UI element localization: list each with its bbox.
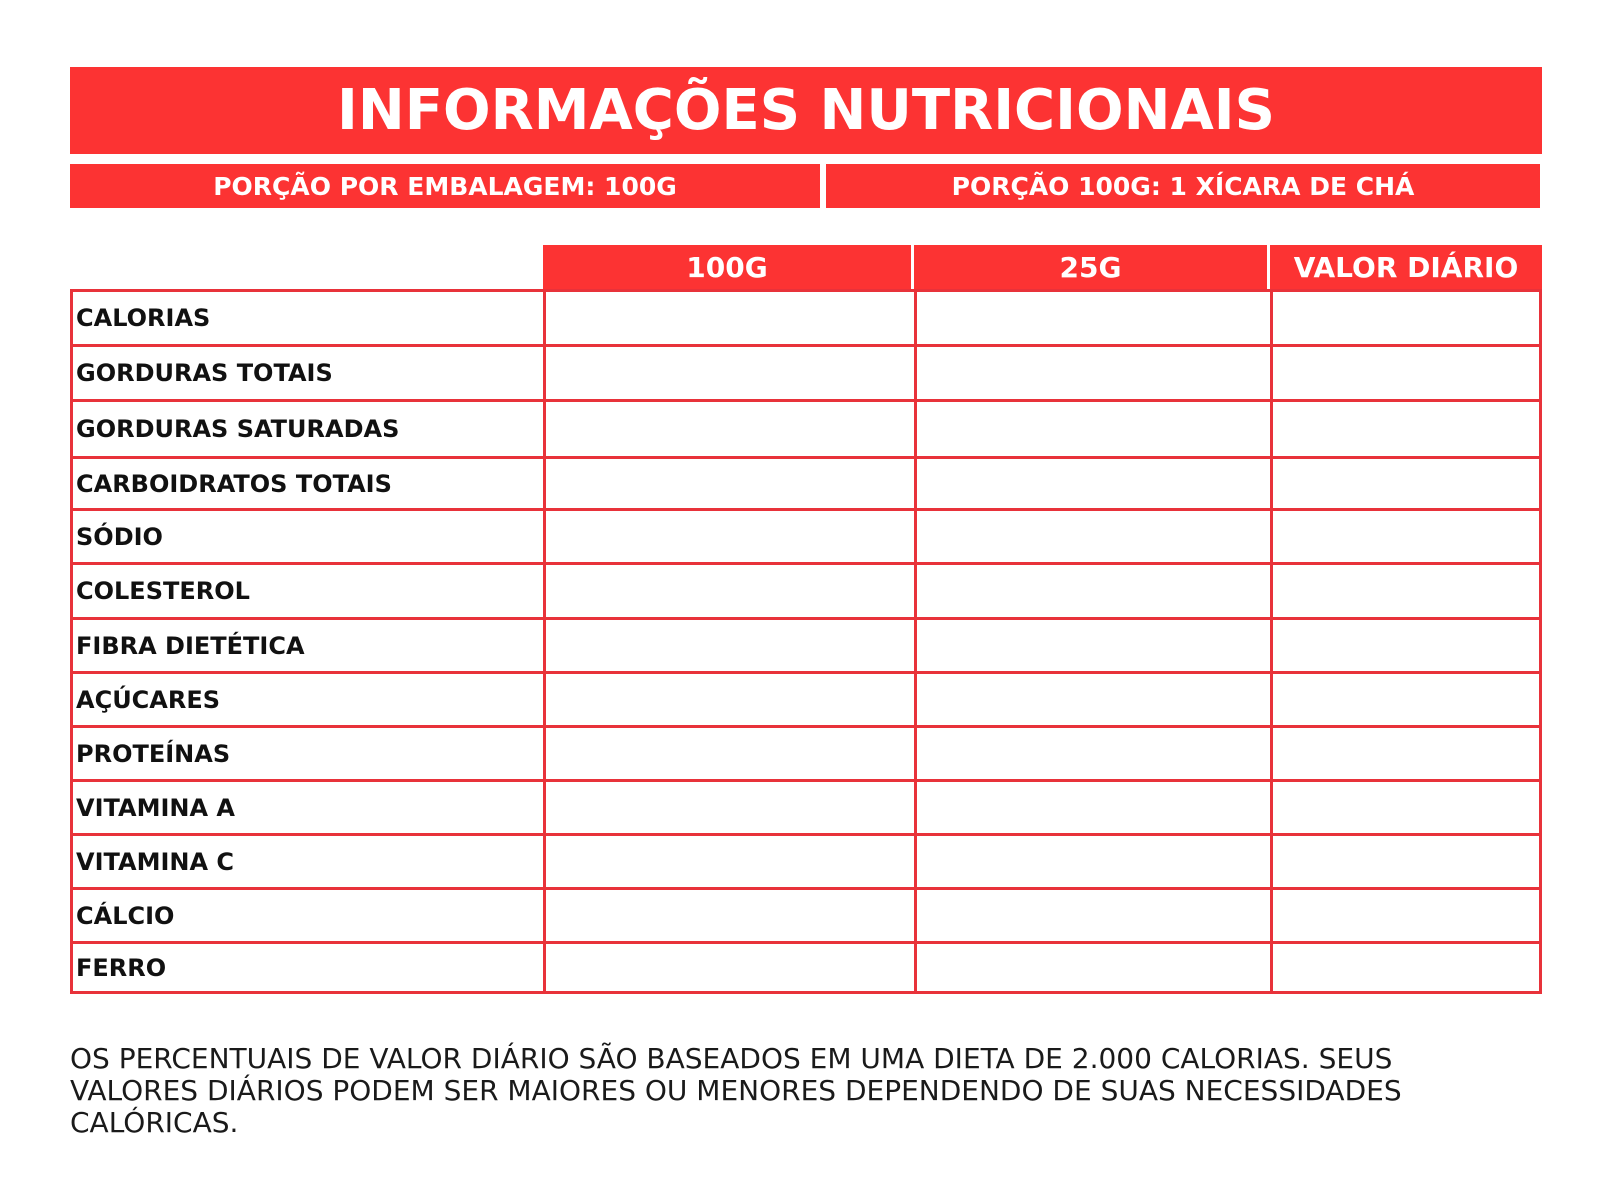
table-row xyxy=(73,347,1539,402)
value-100g-cell xyxy=(546,347,917,399)
row-label: VITAMINA C xyxy=(73,836,546,887)
table-row xyxy=(73,728,1539,782)
value-25g-cell xyxy=(917,944,1273,991)
daily-value-cell xyxy=(1273,674,1539,725)
row-label: CARBOIDRATOS TOTAIS xyxy=(73,459,546,508)
table-row xyxy=(73,836,1539,890)
value-25g-cell xyxy=(917,459,1273,508)
row-label: GORDURAS SATURADAS xyxy=(73,402,546,456)
daily-value-cell xyxy=(1273,565,1539,617)
daily-value-cell xyxy=(1273,511,1539,562)
row-label: CÁLCIO xyxy=(73,890,546,941)
table-row xyxy=(73,782,1539,836)
value-25g-cell xyxy=(917,511,1273,562)
daily-value-cell xyxy=(1273,836,1539,887)
table-row xyxy=(73,459,1539,511)
table-row xyxy=(73,402,1539,459)
nutrition-table xyxy=(70,289,1542,994)
value-100g-cell xyxy=(546,674,917,725)
table-row xyxy=(73,944,1539,991)
row-label: FIBRA DIETÉTICA xyxy=(73,620,546,671)
daily-value-cell xyxy=(1273,620,1539,671)
table-row xyxy=(73,890,1539,944)
value-25g-cell xyxy=(917,565,1273,617)
value-25g-cell xyxy=(917,836,1273,887)
column-header-100g: 100G xyxy=(543,245,911,289)
value-25g-cell xyxy=(917,347,1273,399)
table-row xyxy=(73,674,1539,728)
value-25g-cell xyxy=(917,620,1273,671)
value-25g-cell xyxy=(917,728,1273,779)
daily-value-cell xyxy=(1273,944,1539,991)
value-100g-cell xyxy=(546,459,917,508)
table-row xyxy=(73,292,1539,347)
portion-per-package: PORÇÃO POR EMBALAGEM: 100G xyxy=(70,164,820,208)
value-25g-cell xyxy=(917,890,1273,941)
value-25g-cell xyxy=(917,402,1273,456)
row-label: COLESTEROL xyxy=(73,565,546,617)
value-100g-cell xyxy=(546,728,917,779)
row-label: VITAMINA A xyxy=(73,782,546,833)
value-100g-cell xyxy=(546,782,917,833)
table-row xyxy=(73,511,1539,565)
daily-value-cell xyxy=(1273,347,1539,399)
row-label: CALORIAS xyxy=(73,292,546,344)
column-header-daily-value: VALOR DIÁRIO xyxy=(1270,245,1542,289)
daily-value-cell xyxy=(1273,890,1539,941)
column-header-25g: 25G xyxy=(914,245,1267,289)
row-label: AÇÚCARES xyxy=(73,674,546,725)
daily-value-cell xyxy=(1273,728,1539,779)
row-label: SÓDIO xyxy=(73,511,546,562)
daily-value-cell xyxy=(1273,459,1539,508)
table-row xyxy=(73,620,1539,674)
row-label: GORDURAS TOTAIS xyxy=(73,347,546,399)
value-100g-cell xyxy=(546,511,917,562)
daily-value-cell xyxy=(1273,782,1539,833)
daily-value-cell xyxy=(1273,292,1539,344)
value-100g-cell xyxy=(546,890,917,941)
value-25g-cell xyxy=(917,292,1273,344)
value-100g-cell xyxy=(546,402,917,456)
value-100g-cell xyxy=(546,620,917,671)
value-100g-cell xyxy=(546,292,917,344)
row-label: PROTEÍNAS xyxy=(73,728,546,779)
portion-size: PORÇÃO 100G: 1 XÍCARA DE CHÁ xyxy=(826,164,1540,208)
page-title: INFORMAÇÕES NUTRICIONAIS xyxy=(70,67,1542,154)
value-25g-cell xyxy=(917,674,1273,725)
value-25g-cell xyxy=(917,782,1273,833)
daily-value-footnote: OS PERCENTUAIS DE VALOR DIÁRIO SÃO BASEADOS EM UMA DIETA DE 2.000 CALORIAS. SEUS VALORES DIÁRIOS PODEM SER MAIORES OU MENORES DEPENDENDO DE SUAS NECESSIDADES CALÓRICAS. xyxy=(70,1042,1402,1139)
value-100g-cell xyxy=(546,565,917,617)
row-label: FERRO xyxy=(73,944,546,991)
value-100g-cell xyxy=(546,836,917,887)
value-100g-cell xyxy=(546,944,917,991)
table-row xyxy=(73,565,1539,620)
daily-value-cell xyxy=(1273,402,1539,456)
